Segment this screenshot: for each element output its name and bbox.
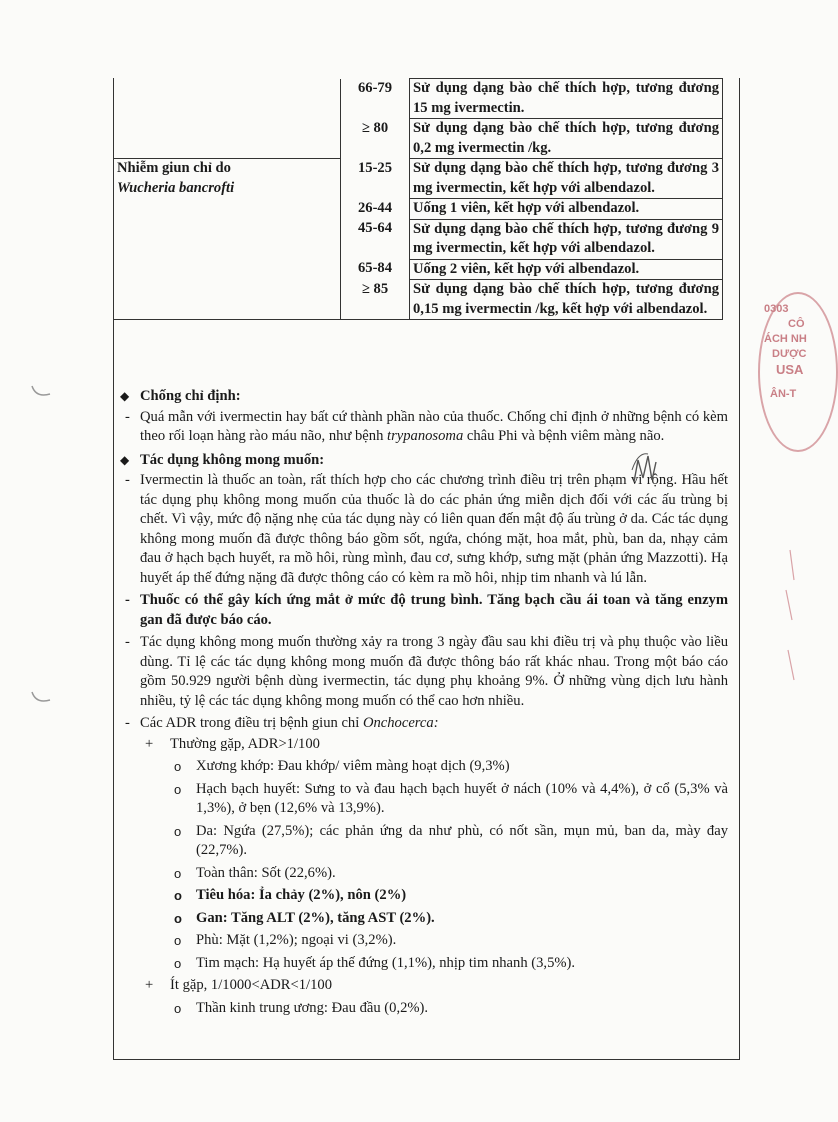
indication-cell [114,79,341,159]
weight-cell: ≥ 80 [341,119,410,159]
dose-cell: Sử dụng dạng bào chế thích hợp, tương đương 0,15 mg ivermectin /kg, kết hợp với albendazol. [410,280,723,320]
dose-cell: Sử dụng dạng bào chế thích hợp, tương đương 9 mg ivermectin, kết hợp với albendazol. [410,219,723,259]
list-item [118,757,728,777]
common-heading [118,735,728,755]
diamond-bullet-icon: ◆ [120,452,130,467]
dash-bullet-icon: - [125,592,130,608]
circle-bullet-icon: o [174,823,182,839]
circle-bullet-icon: o [174,933,182,948]
weight-cell: 66-79 [341,79,410,119]
dose-cell: Sử dụng dạng bào chế thích hợp, tương đương 15 mg ivermectin. [410,79,723,119]
table-row [114,79,723,119]
heading-text: Tác dụng không mong muốn: [140,451,325,468]
text-run: Tiêu hóa: Ỉa chảy (2%), nôn (2%) [196,887,407,903]
text-run: Quá mẫn với ivermectin hay bất cứ thành phần nào của thuốc. Chống chỉ định ở những bệnh có kèm theo rối loạn hàng rào máu não, như bệnh [140,408,728,444]
list-item [118,886,728,906]
stamp-text: 0303 [764,303,789,315]
weight-cell: 15-25 [341,159,410,199]
punch-hole-mark-icon [30,384,52,400]
list-item [118,931,728,951]
circle-bullet-icon: o [174,888,182,903]
weight-cell: ≥ 85 [341,280,410,320]
stamp-text: CÔ [788,318,805,330]
text-run: Thần kinh trung ương: Đau đầu (0,2%). [196,999,429,1016]
text-run: Tim mạch: Hạ huyết áp thế đứng (1,1%), nhịp tim nhanh (3,5%). [196,954,576,971]
contraindications-text [118,408,728,447]
list-item [118,864,728,884]
indication-label: Nhiễm giun chỉ do [117,160,231,176]
stamp-text: DƯỢC [772,348,807,360]
circle-bullet-icon: o [174,955,182,971]
dash-bullet-icon: - [125,634,130,650]
adverse-effects-para-3 [118,633,728,711]
text-run: Da: Ngứa (27,5%); các phản ứng da như phù, có nốt sần, mụn mủ, ban da, mày đay (22,7%). [196,822,728,858]
adverse-effects-para-2 [118,591,728,630]
list-item [118,999,728,1019]
text-run: Hạch bạch huyết: Sưng to và đau hạch bạch huyết ở nách (10% và 4,4%), ở cổ (5,3% và 1,3%), ở bẹn (12,6% và 13,9%). [196,780,728,816]
edge-mark-icon [776,550,796,690]
weight-cell: 65-84 [341,259,410,280]
heading-text: Chống chỉ định: [140,388,241,404]
circle-bullet-icon: o [174,781,182,797]
list-item [118,780,728,819]
table-row [114,159,723,199]
list-item [118,954,728,974]
weight-cell: 26-44 [341,199,410,220]
dash-bullet-icon: - [125,715,130,731]
text-run: Các ADR trong điều trị bệnh giun chỉ [140,715,363,731]
stamp-text: ÁCH NH [764,333,807,345]
dose-cell: Sử dụng dạng bào chế thích hợp, tương đương 0,2 mg ivermectin /kg. [410,119,723,159]
text-run: châu Phi và bệnh viêm màng não. [463,428,665,444]
dose-cell: Uống 1 viên, kết hợp với albendazol. [410,199,723,220]
list-item [118,822,728,861]
circle-bullet-icon: o [174,865,182,881]
text-run: Toàn thân: Sốt (22,6%). [196,864,336,881]
indication-cell [114,159,341,320]
text-run: Thường gặp, ADR>1/100 [170,735,320,752]
circle-bullet-icon: o [174,910,182,926]
adverse-effects-para-1 [118,471,728,588]
indication-species: Wucheria bancrofti [117,179,235,196]
text-run: Gan: Tăng ALT (2%), tăng AST (2%). [196,909,435,926]
italic-run: trypanosoma [387,428,464,444]
dash-bullet-icon: - [125,408,130,425]
plus-bullet-icon: + [145,735,154,752]
dose-cell: Uống 2 viên, kết hợp với albendazol. [410,259,723,280]
text-run: Thuốc có thể gây kích ứng mắt ở mức độ trung bình. Tăng bạch cầu ái toan và tăng enzym gan đã được báo cáo. [140,592,728,628]
company-seal-stamp [758,292,838,452]
dose-cell: Sử dụng dạng bào chế thích hợp, tương đương 3 mg ivermectin, kết hợp với albendazol. [410,159,723,199]
stamp-text: ÂN-T [770,388,797,400]
dosage-table [113,78,723,320]
italic-run: Onchocerca: [362,715,439,731]
stamp-text: USA [776,362,804,377]
circle-bullet-icon: o [174,1000,182,1016]
text-run: Ivermectin là thuốc an toàn, rất thích hợp cho các chương trình điều trị trên phạm vi rộng. Hầu hết tác dụng phụ không mong muốn của thuốc là do các phản ứng miễn dịch đối với các ấu trùng bị chết. Vì vậy, mức độ nặng nhẹ của tác dụng này có liên quan đến mật độ ấu trùng ở da. Các tác dụng không mong muốn đã được thông báo gồm sốt, ngứa, chóng mặt, hoa mắt, phù, ban da, nhạy cảm đau ở hạch bạch huyết, ra mồ hôi, rùng mình, đau cơ, sưng khớp, sưng mặt (phản ứng Mazzotti). Hạ huyết áp thế đứng nặng đã được thông cáo có kèm ra mồ hôi, nhịp tim nhanh và lú lẫn. [140,472,728,586]
list-item [118,909,728,929]
plus-bullet-icon: + [145,977,154,993]
weight-cell: 45-64 [341,219,410,259]
dash-bullet-icon: - [125,472,130,488]
signature-mark-icon [628,448,668,488]
adverse-effects-para-4 [118,714,728,734]
punch-hole-mark-icon [30,690,52,706]
rare-heading [118,976,728,996]
contraindications-heading [118,387,728,407]
diamond-bullet-icon: ◆ [120,389,130,403]
text-run: Tác dụng không mong muốn thường xảy ra trong 3 ngày đầu sau khi điều trị và phụ thuộc vào liều dùng. Tỉ lệ các tác dụng không mong muốn đã được thông báo rất khác nhau. Trong một báo cáo gồm 50.929 người bệnh dùng ivermectin, tác dụng phụ khoảng 9%. Ở những vùng dịch lưu hành nhiều, tỷ lệ các tác dụng không mong muốn có thể cao hơn nhiều. [140,634,728,709]
circle-bullet-icon: o [174,759,182,774]
text-run: Ít gặp, 1/1000<ADR<1/100 [170,977,332,993]
text-run: Phù: Mặt (1,2%); ngoại vi (3,2%). [196,932,397,948]
text-run: Xương khớp: Đau khớp/ viêm màng hoạt dịch (9,3%) [196,758,510,774]
